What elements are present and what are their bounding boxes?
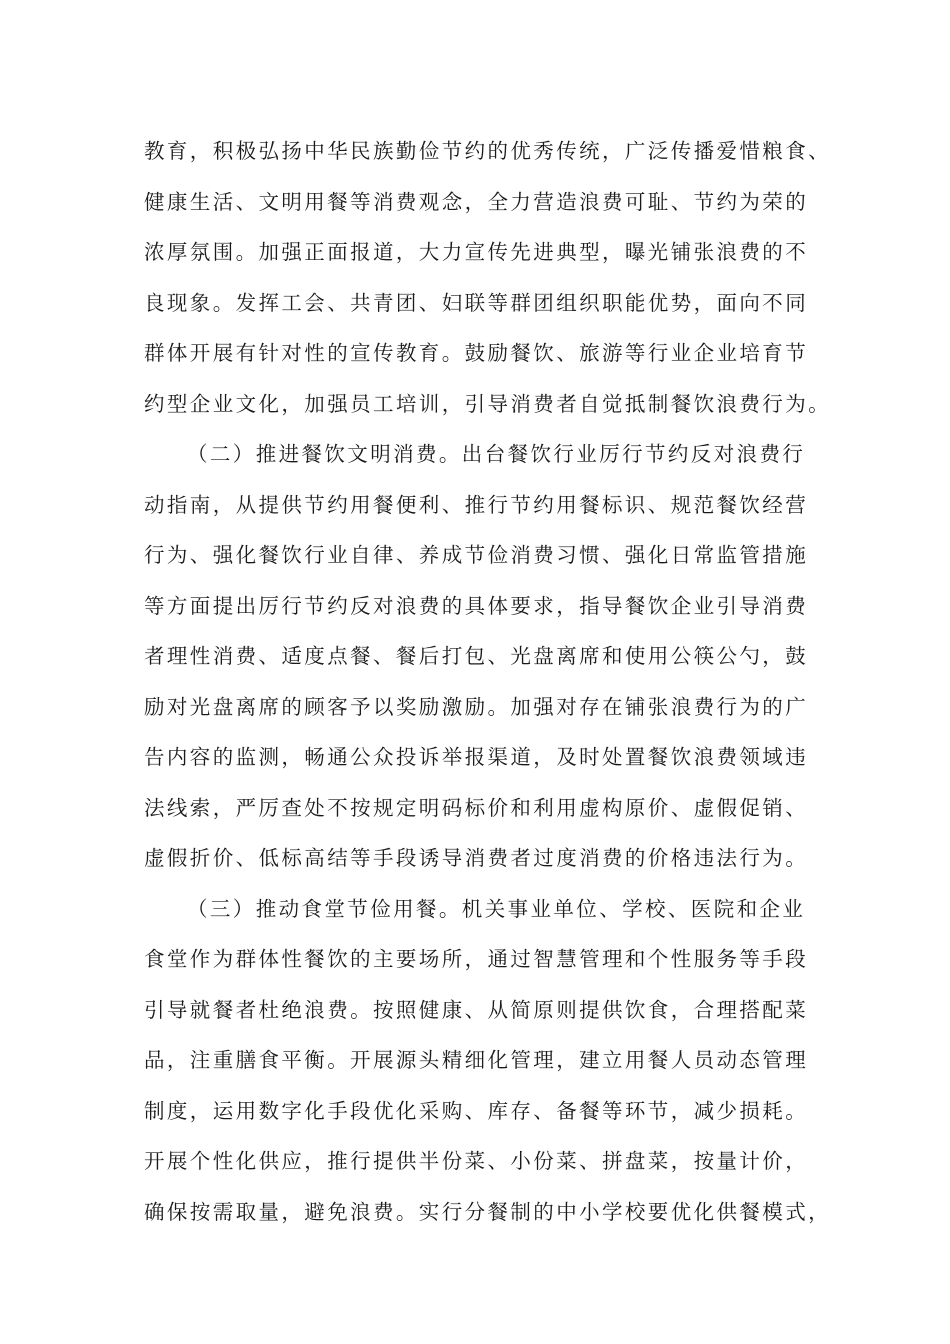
text-line: 健康生活、文明用餐等消费观念，全力营造浪费可耻、节约为荣的 <box>144 189 809 214</box>
text-line: 虚假折价、低标高结等手段诱导消费者过度消费的价格违法行为。 <box>144 846 809 870</box>
section-heading-line: （三）推动食堂节俭用餐。机关事业单位、学校、医院和企业 <box>187 896 806 921</box>
text-line: 者理性消费、适度点餐、餐后打包、光盘离席和使用公筷公勺，鼓 <box>144 644 809 668</box>
text-line: 约型企业文化，加强员工培训，引导消费者自觉抵制餐饮浪费行为。 <box>144 391 831 416</box>
text-line: 群体开展有针对性的宣传教育。鼓励餐饮、旅游等行业企业培育节 <box>144 341 809 365</box>
text-line: 浓厚氛围。加强正面报道，大力宣传先进典型，曝光铺张浪费的不 <box>144 240 809 264</box>
text-line: 告内容的监测，畅通公众投诉举报渠道，及时处置餐饮浪费领域违 <box>144 745 809 769</box>
text-line: 食堂作为群体性餐饮的主要场所，通过智慧管理和个性服务等手段 <box>144 947 809 971</box>
text-line: 引导就餐者杜绝浪费。按照健康、从简原则提供饮食，合理搭配菜 <box>144 997 809 1022</box>
section-heading-line: （二）推进餐饮文明消费。出台餐饮行业厉行节约反对浪费行 <box>187 442 806 466</box>
text-line: 开展个性化供应，推行提供半份菜、小份菜、拼盘菜，按量计价， <box>144 1149 809 1173</box>
text-line: 教育，积极弘扬中华民族勤俭节约的优秀传统，广泛传播爱惜粮食、 <box>144 139 831 163</box>
text-line: 制度，运用数字化手段优化采购、库存、备餐等环节，减少损耗。 <box>144 1098 809 1123</box>
text-line: 等方面提出厉行节约反对浪费的具体要求，指导餐饮企业引导消费 <box>144 593 809 618</box>
text-line: 良现象。发挥工会、共青团、妇联等群团组织职能优势，面向不同 <box>144 290 809 315</box>
text-line: 励对光盘离席的顾客予以奖励激励。加强对存在铺张浪费行为的广 <box>144 694 809 719</box>
text-line: 法线索，严厉查处不按规定明码标价和利用虚构原价、虚假促销、 <box>144 795 809 820</box>
text-line: 动指南，从提供节约用餐便利、推行节约用餐标识、规范餐饮经营 <box>144 492 809 517</box>
text-line: 确保按需取量，避免浪费。实行分餐制的中小学校要优化供餐模式， <box>144 1199 831 1224</box>
body-text <box>144 126 831 1237</box>
text-line: 品，注重膳食平衡。开展源头精细化管理，建立用餐人员动态管理 <box>144 1048 809 1072</box>
text-line: 行为、强化餐饮行业自律、养成节俭消费习惯、强化日常监管措施 <box>144 543 809 567</box>
